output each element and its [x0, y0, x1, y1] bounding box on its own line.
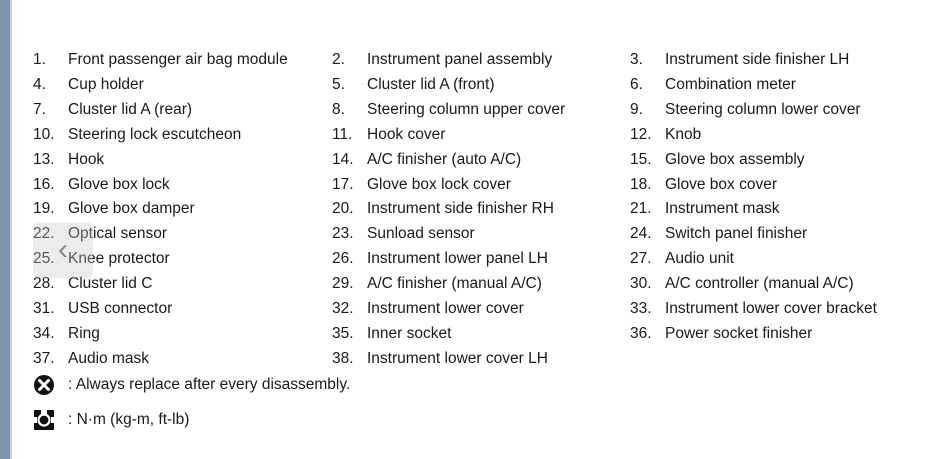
part-number: 27. — [630, 250, 652, 268]
part-label: Glove box assembly — [665, 150, 805, 168]
part-label: Knee protector — [68, 250, 170, 268]
part-number: 12. — [630, 125, 652, 143]
part-label: Steering column upper cover — [367, 100, 566, 118]
part-label: Cluster lid A (rear) — [68, 100, 193, 118]
part-number: 18. — [630, 175, 652, 193]
part-number: 5. — [332, 75, 345, 93]
part-label: Instrument lower cover — [367, 300, 524, 317]
part-label: Steering column lower cover — [665, 100, 861, 118]
part-number: 28. — [33, 275, 55, 293]
part-number: 4. — [33, 75, 46, 93]
part-number: 35. — [332, 324, 354, 342]
part-number: 11. — [332, 125, 353, 143]
part-label: Optical sensor — [68, 225, 168, 243]
part-number: 20. — [332, 200, 354, 218]
part-number: 33. — [630, 300, 652, 317]
part-label: Switch panel finisher — [665, 225, 808, 243]
part-label: Instrument lower cover LH — [367, 349, 548, 367]
part-number: 30. — [630, 275, 652, 293]
part-label: Inner socket — [367, 324, 452, 342]
part-label: A/C controller (manual A/C) — [665, 275, 854, 293]
part-number: 23. — [332, 225, 354, 243]
part-number: 1. — [33, 51, 46, 68]
part-label: USB connector — [68, 300, 173, 317]
part-number: 2. — [332, 51, 345, 68]
part-label: Glove box damper — [68, 200, 195, 218]
part-label: Glove box cover — [665, 175, 777, 193]
part-label: Cluster lid C — [68, 275, 153, 293]
part-label: A/C finisher (manual A/C) — [367, 275, 542, 293]
part-label: A/C finisher (auto A/C) — [367, 150, 522, 168]
part-label: Audio mask — [68, 349, 149, 367]
part-number: 10. — [33, 125, 55, 143]
part-label: Instrument mask — [665, 200, 780, 218]
part-label: Instrument lower cover bracket — [665, 300, 877, 317]
chevron-left-icon[interactable]: ‹ — [58, 233, 68, 266]
part-label: Instrument side finisher RH — [367, 200, 554, 218]
part-number: 26. — [332, 250, 354, 268]
part-label: Knob — [665, 125, 702, 143]
part-label: Hook cover — [367, 125, 446, 143]
part-number: 22. — [33, 225, 55, 243]
part-label: Power socket finisher — [665, 324, 813, 342]
legend-replace-text: : Always replace after every disassembly. — [68, 376, 351, 393]
part-number: 14. — [332, 150, 354, 168]
part-label: Instrument lower panel LH — [367, 250, 548, 268]
part-number: 29. — [332, 275, 354, 293]
legend-torque-text: : N·m (kg-m, ft-lb) — [68, 411, 190, 428]
part-number: 6. — [630, 75, 643, 93]
replace-x-icon — [33, 373, 55, 397]
part-number: 13. — [33, 150, 55, 168]
part-label: Hook — [68, 150, 105, 168]
part-label: Glove box lock — [68, 175, 170, 193]
part-label: Ring — [68, 324, 100, 342]
part-label: Steering lock escutcheon — [68, 125, 242, 143]
part-number: 32. — [332, 300, 354, 317]
part-number: 7. — [33, 100, 46, 118]
torque-wrench-icon — [33, 408, 55, 432]
part-number: 37. — [33, 349, 55, 367]
part-label: Instrument panel assembly — [367, 51, 553, 68]
part-number: 3. — [630, 51, 643, 68]
part-label: Combination meter — [665, 75, 796, 93]
part-number: 38. — [332, 349, 354, 367]
part-label: Cluster lid A (front) — [367, 75, 495, 93]
part-number: 17. — [332, 175, 354, 193]
part-label: Glove box lock cover — [367, 175, 511, 193]
part-number: 8. — [332, 100, 345, 118]
part-number: 34. — [33, 324, 55, 342]
part-label: Cup holder — [68, 75, 144, 93]
part-label: Front passenger air bag module — [68, 51, 288, 68]
part-number: 21. — [630, 200, 652, 218]
part-number: 31. — [33, 300, 55, 317]
part-label: Instrument side finisher LH — [665, 51, 850, 68]
part-number: 15. — [630, 150, 652, 168]
part-number: 19. — [33, 200, 55, 218]
part-number: 25. — [33, 250, 55, 268]
part-label: Audio unit — [665, 250, 734, 268]
part-number: 9. — [630, 100, 643, 118]
part-number: 24. — [630, 225, 652, 243]
part-number: 16. — [33, 175, 55, 193]
part-label: Sunload sensor — [367, 225, 475, 243]
part-number: 36. — [630, 324, 652, 342]
